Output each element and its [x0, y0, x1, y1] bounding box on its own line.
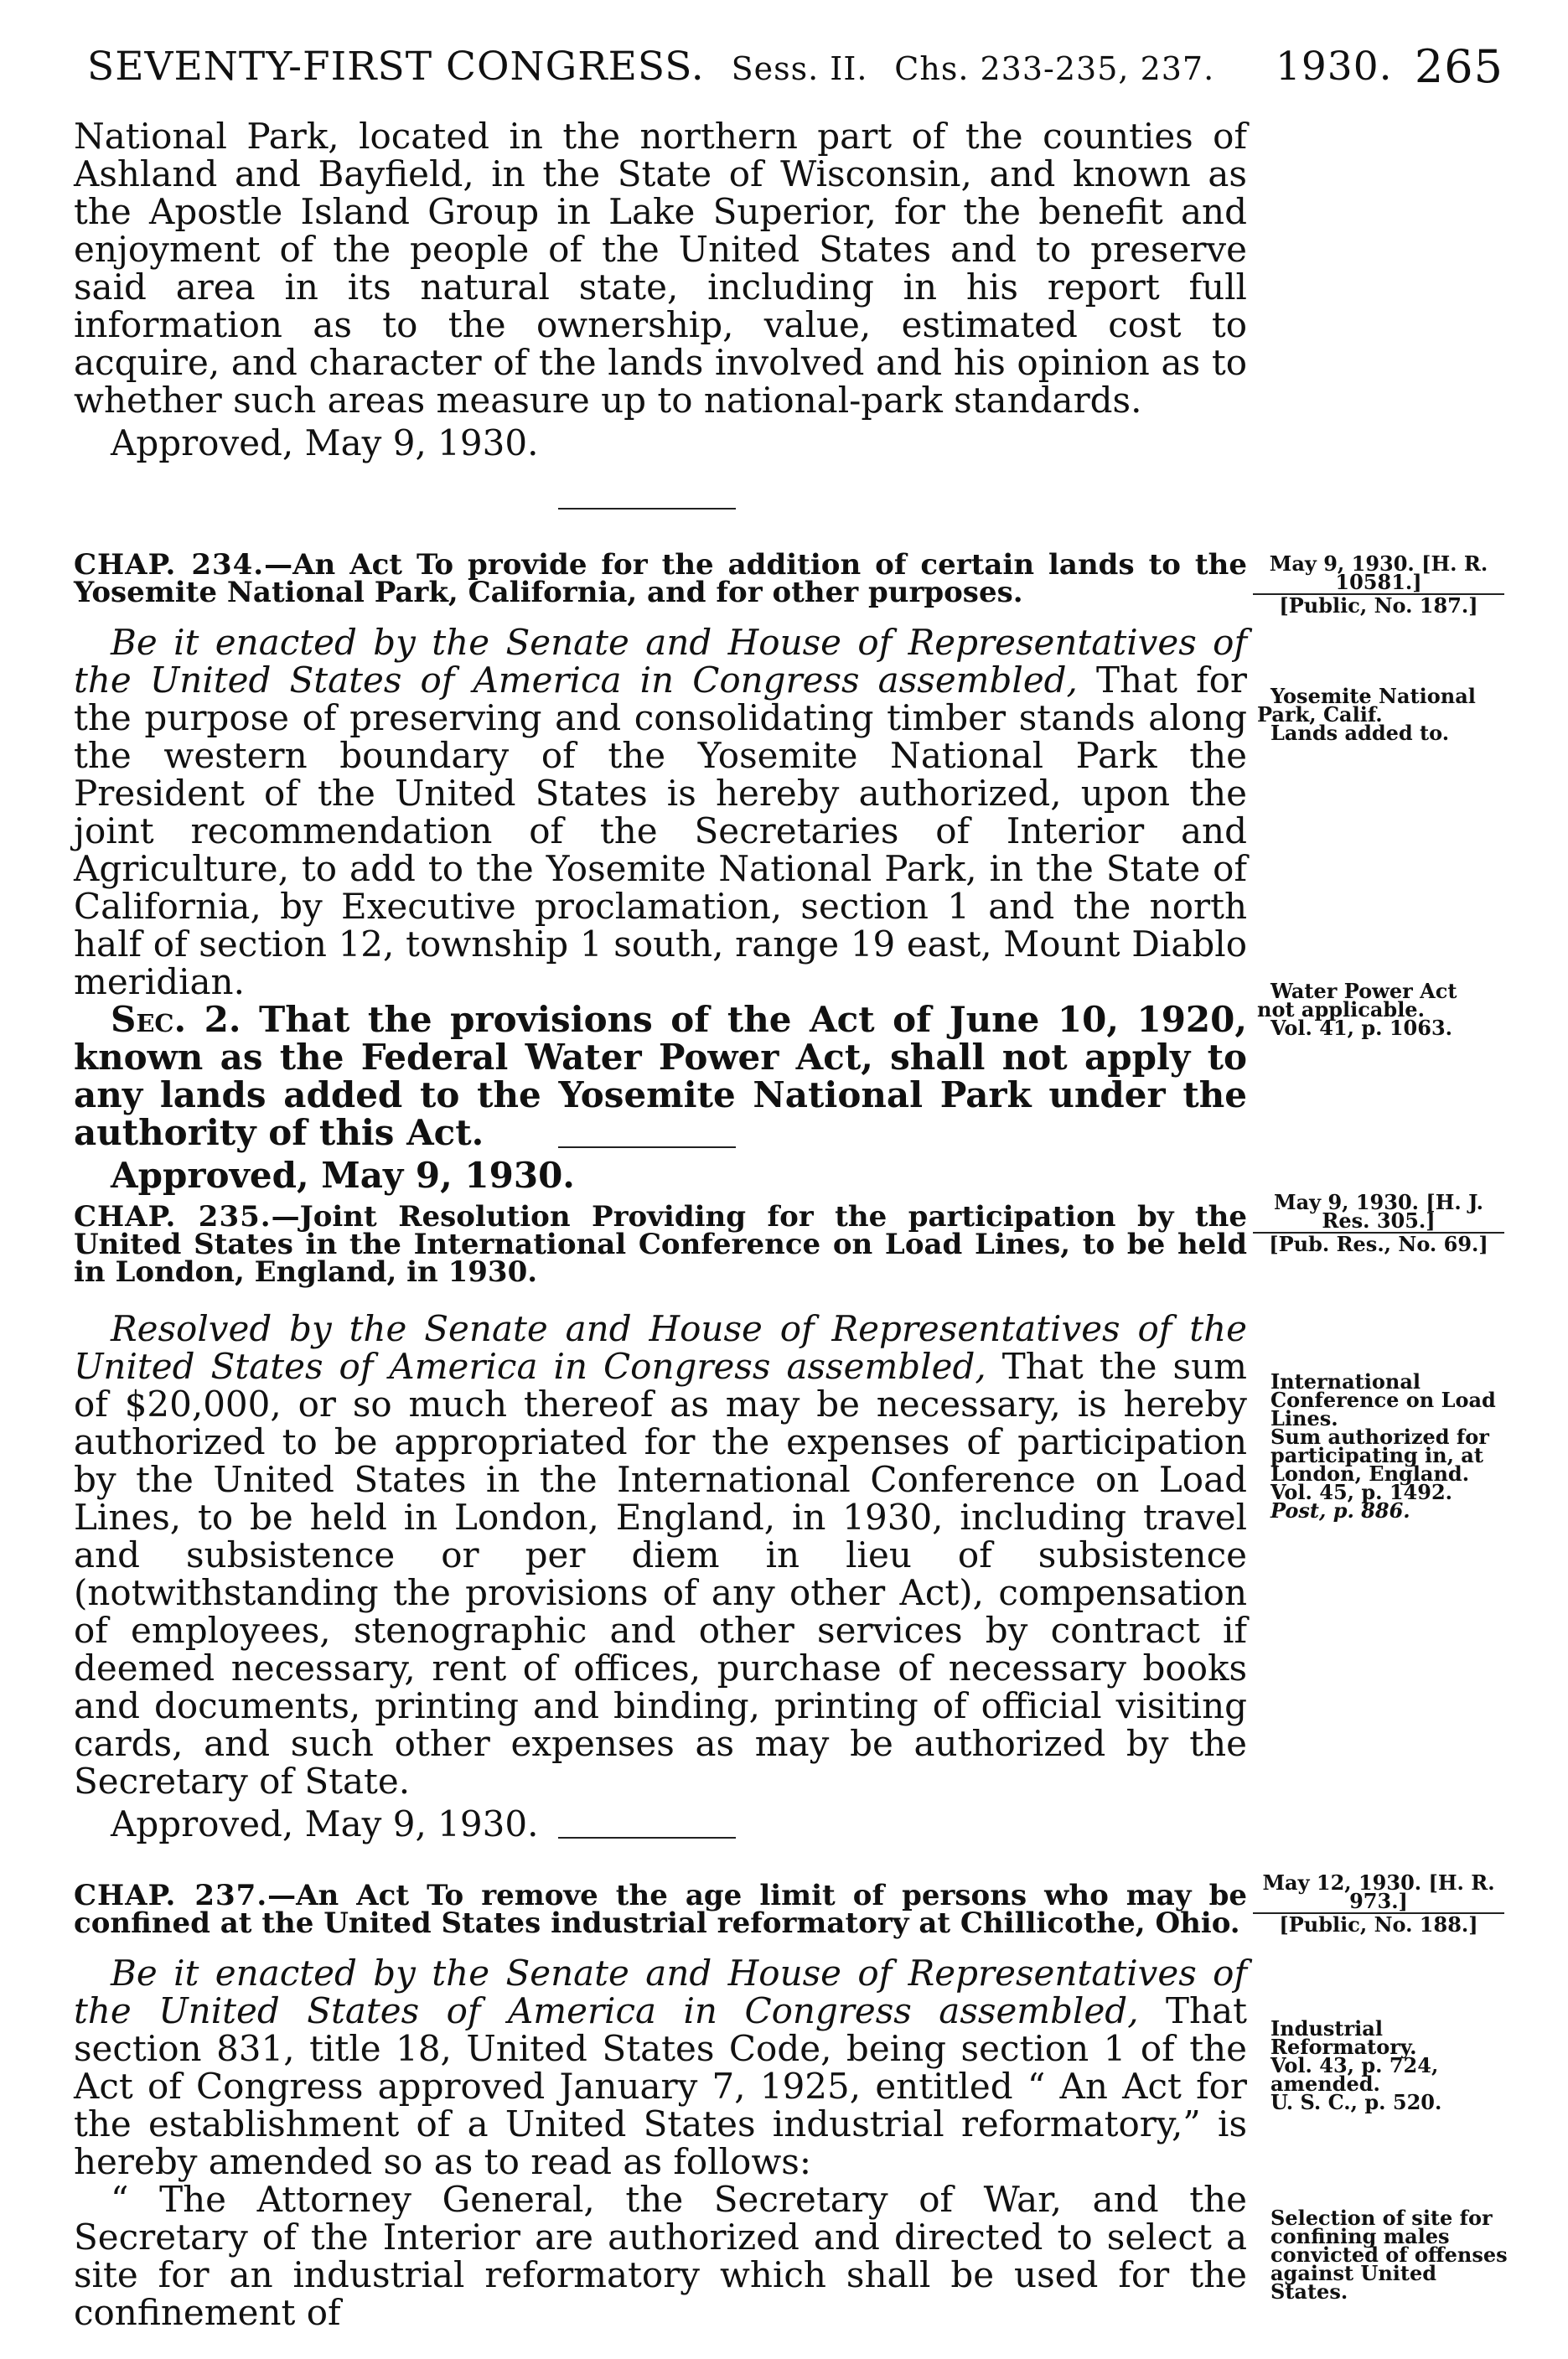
chapter-237-body [74, 1954, 1247, 2181]
margin-note-line: Vol. 41, p. 1063. [1270, 1016, 1453, 1040]
margin-bill: [H. J. Res. 305.] [1322, 1190, 1483, 1233]
section-divider [558, 1146, 736, 1148]
enacting-clause: Be it enacted by the Senate and House of Representatives of the United States of America in Congress assembled, [74, 1953, 1247, 2031]
margin-note-line: Vol. 45, p. 1492. [1270, 1480, 1453, 1504]
margin-note-yosemite [1257, 684, 1508, 745]
margin-note-line: International Conference on Load Lines. [1270, 1369, 1496, 1430]
chapter-237-title: —An Act To remove the age limit of persons who may be confined at the United States industrial reformatory at Chillicothe, Ohio. [74, 1879, 1247, 1940]
margin-note-line: Water Power Act [1270, 979, 1457, 1003]
chapter-237-text: That section 831, title 18, United States Code, being section 1 of the Act of Congress approved January 7, 1925, entitled “ An Act for the establishment of a United States industrial reformatory,” is hereby amended so as to read as follows: [74, 1990, 1247, 2182]
running-header [87, 40, 1503, 102]
margin-note-load-lines [1257, 1369, 1508, 1523]
chapter-237-heading [74, 1879, 1247, 1940]
section-divider [558, 1837, 736, 1839]
margin-bill: [H. R. 10581.] [1335, 551, 1488, 594]
chapter-235-heading [74, 1200, 1247, 1289]
section-2-label: Sec. 2. [111, 999, 241, 1040]
intro-section [74, 117, 1247, 462]
margin-note-line: Sum authorized for participating in, at London, England. [1270, 1425, 1489, 1486]
margin-note-water-power [1257, 979, 1508, 1040]
chapter-235-body [74, 1310, 1247, 1800]
chapter-235-number: CHAP. 235. [74, 1200, 272, 1234]
header-left [87, 44, 1214, 90]
session-label: Sess. II. [731, 50, 868, 87]
margin-public-law: [Public, No. 187.] [1279, 593, 1478, 618]
margin-note-reformatory [1257, 2016, 1508, 2114]
margin-date: May 9, 1930. [1269, 551, 1415, 576]
margin-note-line: U. S. C., p. 520. [1270, 2090, 1442, 2114]
chapter-234-margin-header [1253, 551, 1504, 618]
chapters-label: Chs. 233-235, 237. [894, 50, 1215, 87]
margin-bill: [H. R. 973.] [1349, 1870, 1495, 1913]
congress-title: SEVENTY-FIRST CONGRESS. [87, 44, 705, 90]
chapter-234-section-2 [74, 1001, 1247, 1151]
margin-note-line: Park, Calif. [1257, 702, 1383, 727]
margin-note-line: Lands added to. [1270, 721, 1450, 745]
margin-note-line: Selection of site for confining males convicted of offenses against United States. [1270, 2206, 1508, 2304]
section-1-text: That for the purpose of preserving and consolidating timber stands along the western boundary of the Yosemite National Park the President of the United States is hereby authorized, upon the joint recommendation of the Secretaries of Interior and Agriculture, to add to the Yosemite National Park, in the State of California, by Executive proclamation, section 1 and the north half of section 12, township 1 south, range 19 east, Mount Diablo meridian. [74, 660, 1247, 1002]
chapter-237-margin-header [1253, 1870, 1504, 1937]
section-2-text: That the provisions of the Act of June 10, 1920, known as the Federal Water Power Act, shall not apply to any lands added to the Yosemite National Park under the authority of this Act. [74, 999, 1247, 1153]
margin-public-law: [Pub. Res., No. 69.] [1269, 1232, 1488, 1256]
enacting-clause: Be it enacted by the Senate and House of Representatives of the United States of America in Congress assembled, [74, 622, 1247, 701]
header-year: 1930. [1276, 44, 1393, 90]
intro-paragraph: National Park, located in the northern part of the counties of Ashland and Bayfield, in the State of Wisconsin, and known as the Apostle Island Group in Lake Superior, for the benefit and enjoyment of the people of the United States and to preserve said area in its natural state, including in his report full information as to the ownership, value, estimated cost to acquire, and character of the lands involved and his opinion as to whether such areas measure up to national-park standards. [74, 116, 1247, 421]
chapter-235-margin-header [1253, 1190, 1504, 1256]
chapter-237-number: CHAP. 237. [74, 1879, 268, 1912]
chapter-235 [74, 1200, 1247, 1844]
margin-public-law: [Public, No. 188.] [1279, 1912, 1478, 1937]
margin-date: May 9, 1930. [1274, 1190, 1420, 1214]
margin-note-line: not applicable. [1257, 997, 1425, 1022]
intro-approved: Approved, May 9, 1930. [111, 422, 539, 463]
section-divider [558, 508, 736, 510]
chapter-235-approved: Approved, May 9, 1930. [111, 1803, 539, 1844]
chapter-234-number: CHAP. 234. [74, 548, 265, 582]
margin-note-site-selection [1257, 2206, 1508, 2304]
page-number: 265 [1414, 40, 1503, 93]
resolving-clause: Resolved by the Senate and House of Representatives of the United States of America in Congress assembled, [74, 1308, 1247, 1387]
chapter-237-quote: “ The Attorney General, the Secretary of War, and the Secretary of the Interior are authorized and directed to select a site for an industrial reformatory which shall be used for the confinement of [74, 2179, 1247, 2333]
chapter-235-title: —Joint Resolution Providing for the participation by the United States in the International Conference on Load Lines, to be held in London, England, in 1930. [74, 1200, 1247, 1289]
chapter-234-section-1 [74, 623, 1247, 1001]
margin-note-line: Vol. 43, p. 724, amended. [1270, 2053, 1439, 2096]
chapter-234 [74, 548, 1247, 1196]
margin-date: May 12, 1930. [1262, 1870, 1422, 1895]
chapter-234-heading [74, 548, 1247, 609]
chapter-234-title: —An Act To provide for the addition of certain lands to the Yosemite National Park, California, and for other purposes. [74, 548, 1247, 609]
chapter-237 [74, 1879, 1247, 2333]
margin-note-line: Yosemite National [1270, 684, 1476, 708]
margin-note-line: Industrial Reformatory. [1270, 2016, 1417, 2059]
margin-note-line: Post, p. 886. [1270, 1498, 1410, 1523]
chapter-234-approved: Approved, May 9, 1930. [111, 1155, 575, 1196]
chapter-235-text: That the sum of $20,000, or so much thereof as may be necessary, is hereby authorized to be appropriated for the expenses of participation by the United States in the International Conference on Load Lines, to be held in London, England, in 1930, including travel and subsistence or per diem in lieu of subsistence (notwithstanding the provisions of any other Act), compensation of employees, stenographic and other services by contract if deemed necessary, rent of offices, purchase of necessary books and documents, printing and binding, printing of official visiting cards, and such other expenses as may be authorized by the Secretary of State. [74, 1346, 1247, 1802]
